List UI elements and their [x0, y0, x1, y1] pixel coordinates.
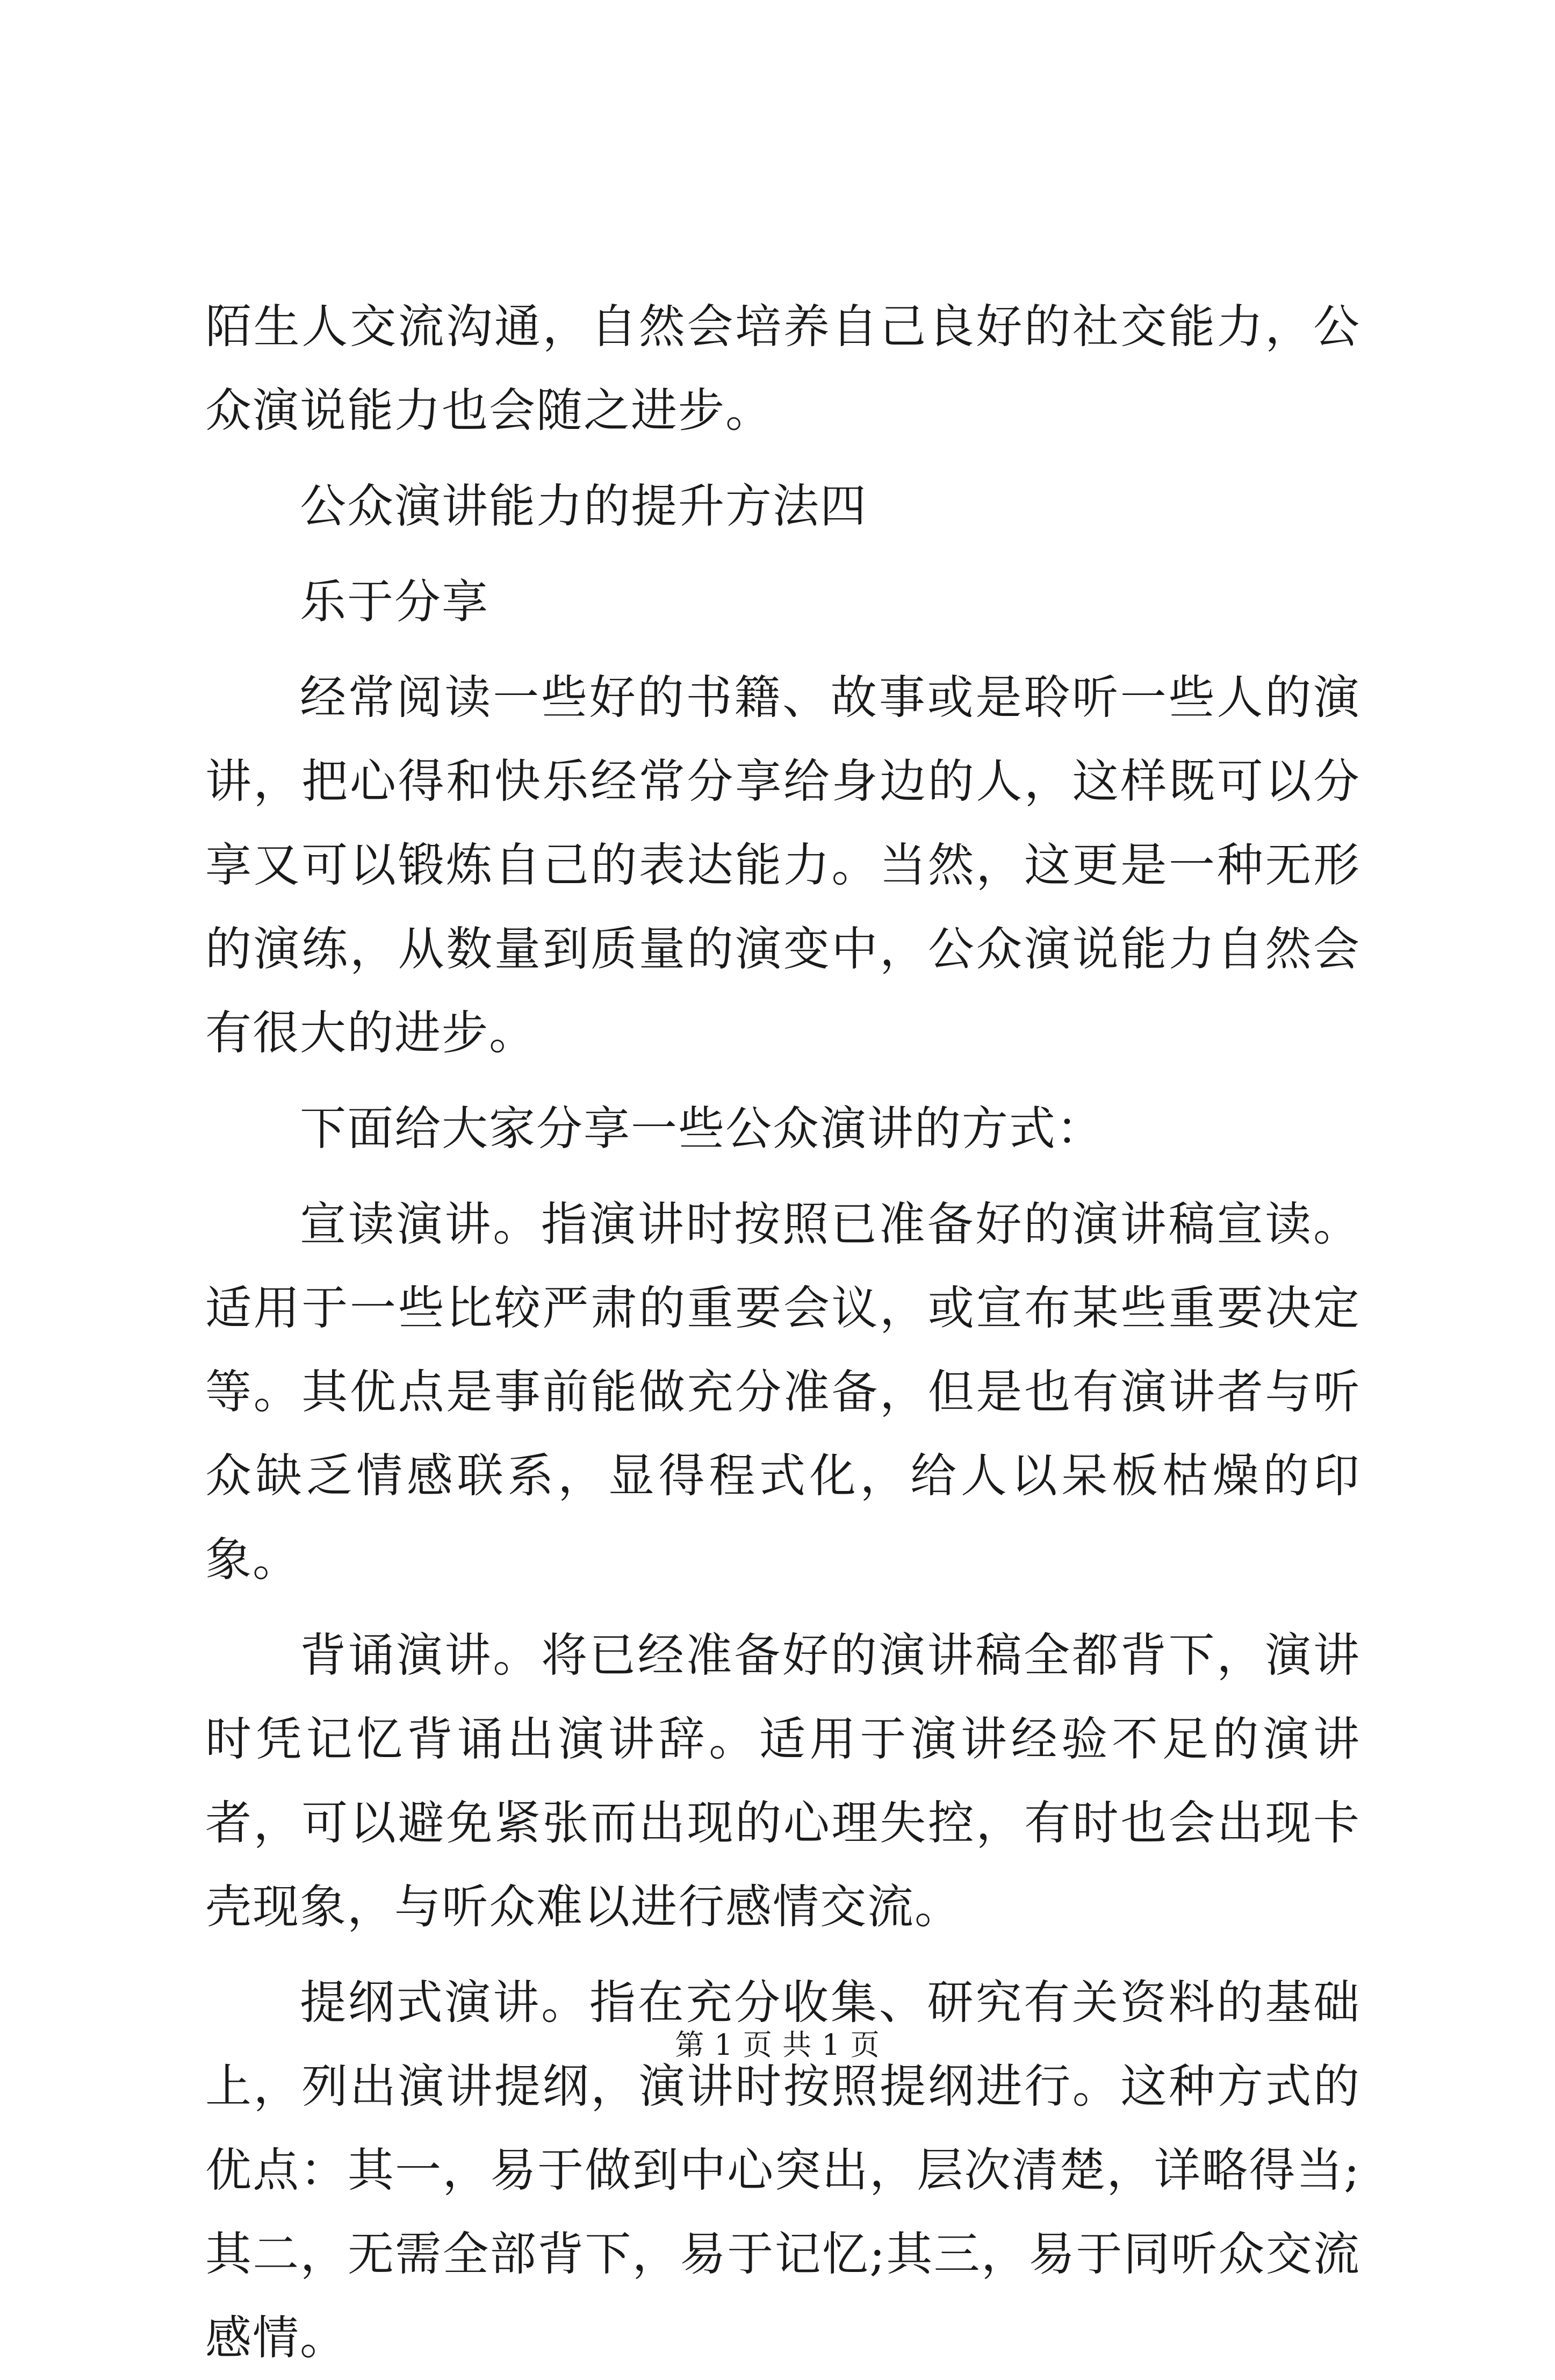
- paragraph-reading-speech: 宣读演讲。指演讲时按照已准备好的演讲稿宣读。适用于一些比较严肃的重要会议，或宣布某些重要决定等。其优点是事前能做充分准备，但是也有演讲者与听众缺乏情感联系，显得程式化，给人以呆板枯燥的印象。: [205, 1198, 1360, 1587]
- page-number-footer: 第 1 页 共 1 页: [675, 2028, 880, 2062]
- paragraph-outline-speech: 提纲式演讲。指在充分收集、研究有关资料的基础上，列出演讲提纲，演讲时按照提纲进行。这种方式的优点：其一，易于做到中心突出，层次清楚，详略得当;其二，无需全部背下，易于记忆;其三，易于同听众交流感情。: [205, 1976, 1360, 2365]
- paragraph-sharing: 经常阅读一些好的书籍、故事或是聆听一些人的演讲，把心得和快乐经常分享给身边的人，这样既可以分享又可以锻炼自己的表达能力。当然，这更是一种无形的演练，从数量到质量的演变中，公众演说能力自然会有很大的进步。: [205, 671, 1360, 1060]
- subsection-heading: 乐于分享: [300, 575, 489, 629]
- paragraph-intro-methods: 下面给大家分享一些公众演讲的方式：: [300, 1102, 1104, 1156]
- section-heading: 公众演讲能力的提升方法四: [300, 479, 867, 533]
- paragraph-continuation: 陌生人交流沟通，自然会培养自己良好的社交能力，公众演说能力也会随之进步。: [205, 300, 1360, 438]
- paragraph-recitation-speech: 背诵演讲。将已经准备好的演讲稿全都背下，演讲时凭记忆背诵出演讲辞。适用于演讲经验不足的演讲者，可以避免紧张而出现的心理失控，有时也会出现卡壳现象，与听众难以进行感情交流。: [205, 1629, 1360, 1934]
- document-body: [205, 285, 1360, 2380]
